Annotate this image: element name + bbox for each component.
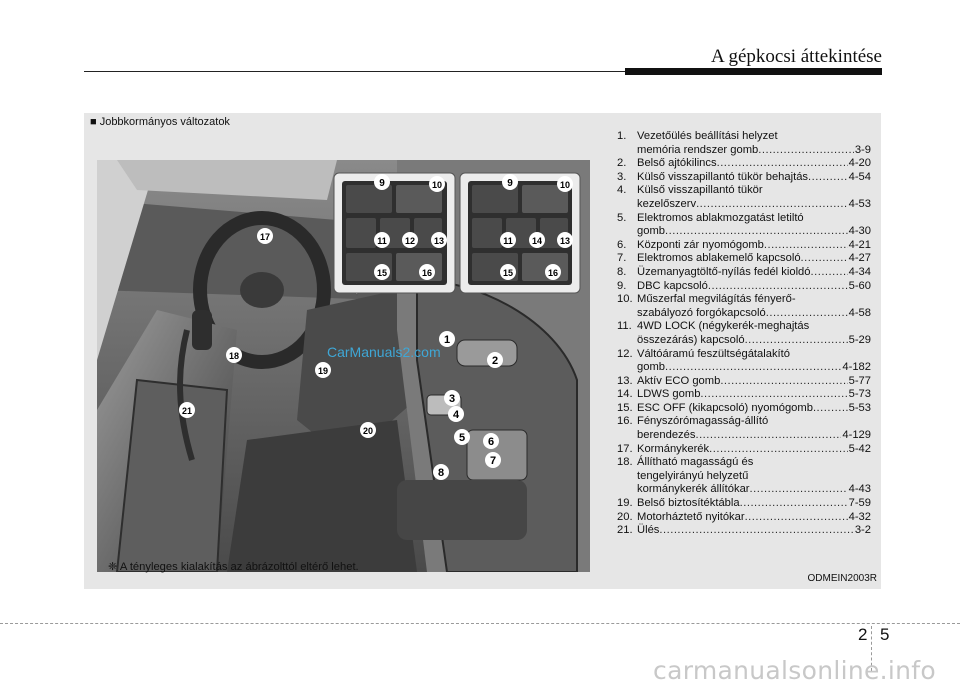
legend-item — [617, 415, 871, 442]
leader-dots — [695, 429, 841, 443]
legend-label: kormánykerék állítókar — [637, 483, 750, 496]
legend-number: 20. — [617, 510, 633, 523]
leader-dots — [665, 361, 841, 375]
legend-page-ref: 5-29 — [848, 333, 871, 346]
legend-page-ref: 4-53 — [848, 197, 871, 210]
leader-dots — [659, 524, 853, 538]
legend-list — [617, 130, 871, 538]
car-interior-illustration — [97, 160, 590, 572]
leader-dots — [720, 375, 847, 389]
legend-text: Vezetőülés beállítási helyzet — [637, 130, 778, 142]
legend-item — [617, 348, 871, 375]
callout-10-right — [557, 176, 573, 192]
legend-number: 4. — [617, 184, 627, 197]
callout-7 — [485, 452, 501, 468]
legend-number: 11. — [617, 320, 632, 333]
legend-number: 3. — [617, 170, 627, 183]
legend-label: összezárás) kapcsoló — [637, 333, 745, 346]
header-title: A gépkocsi áttekintése — [711, 46, 882, 67]
svg-text:9: 9 — [507, 178, 513, 189]
legend-label: Központi zár nyomógomb — [637, 238, 764, 251]
legend-label: Ülés — [637, 524, 660, 537]
callout-5 — [454, 429, 470, 445]
legend-item — [617, 320, 871, 347]
legend-number: 5. — [617, 211, 627, 224]
callout-10-left — [429, 176, 445, 192]
disclaimer-note: ❈ A tényleges kialakítás az ábrázolttól eltérő lehet. — [108, 561, 359, 573]
callout-9-left — [374, 174, 390, 190]
svg-text:9: 9 — [379, 178, 385, 189]
legend-label: Aktív ECO gomb — [637, 374, 721, 387]
callout-15-right — [500, 264, 516, 280]
legend-label: kezelőszerv — [637, 197, 697, 210]
legend-item — [617, 511, 871, 525]
callout-11-right — [500, 232, 516, 248]
svg-text:4: 4 — [452, 409, 460, 421]
legend-text: Váltóáramú feszültségátalakító — [637, 347, 790, 360]
svg-text:8: 8 — [437, 467, 445, 479]
legend-page-ref: 5-53 — [848, 401, 871, 414]
legend-label: memória rendszer gomb — [637, 143, 759, 156]
svg-text:10: 10 — [559, 180, 571, 190]
legend-item — [617, 266, 871, 280]
legend-page-ref: 5-77 — [848, 374, 871, 387]
footer-watermark: carmanualsonline.info — [653, 656, 936, 685]
legend-number: 6. — [617, 238, 627, 251]
legend-text: 4WD LOCK (négykerék-meghajtás — [637, 320, 810, 333]
callout-2 — [487, 352, 503, 368]
legend-page-ref: 4-54 — [848, 170, 871, 183]
legend-text: Külső visszapillantó tükör — [637, 184, 763, 197]
svg-text:17: 17 — [259, 232, 271, 242]
leader-dots — [808, 171, 848, 185]
svg-text:21: 21 — [181, 406, 193, 416]
legend-page-ref: 4-27 — [848, 252, 871, 265]
legend-item — [617, 497, 871, 511]
legend-item — [617, 280, 871, 294]
legend-page-ref: 3-2 — [854, 524, 871, 537]
legend-label: Üzemanyagtöltő-nyílás fedél kioldó — [637, 265, 811, 278]
legend-label: Külső visszapillantó tükör behajtás — [637, 170, 809, 183]
legend-page-ref: 4-32 — [848, 510, 871, 523]
leader-dots — [696, 198, 848, 212]
figure-watermark: CarManuals2.com — [327, 344, 441, 360]
svg-text:15: 15 — [376, 268, 388, 278]
legend-item — [617, 212, 871, 239]
legend-number: 1. — [617, 130, 627, 142]
legend-page-ref: 5-42 — [848, 442, 871, 455]
legend-item — [617, 184, 871, 211]
page-number: 5 — [880, 625, 890, 644]
legend-number: 16. — [617, 415, 633, 428]
legend-item — [617, 239, 871, 253]
svg-text:7: 7 — [489, 455, 497, 467]
legend-number: 21. — [617, 524, 633, 537]
svg-text:1: 1 — [443, 334, 451, 346]
legend-item — [617, 388, 871, 402]
legend-item — [617, 524, 871, 538]
legend-text: Műszerfal megvilágítás fényerő- — [637, 293, 796, 306]
page-chapter: 2 — [858, 625, 868, 644]
legend-number: 9. — [617, 279, 627, 292]
legend-item — [617, 375, 871, 389]
figure-code: ODMEIN2003R — [807, 573, 877, 584]
svg-text:15: 15 — [502, 268, 514, 278]
svg-text:16: 16 — [547, 268, 559, 278]
legend-text: Fényszórómagasság-állító — [637, 415, 769, 428]
svg-text:16: 16 — [421, 268, 433, 278]
legend-page-ref: 4-21 — [848, 238, 871, 251]
leader-dots — [665, 225, 848, 239]
legend-number: 19. — [617, 497, 633, 510]
svg-text:20: 20 — [362, 426, 374, 436]
leader-dots — [750, 483, 848, 497]
legend-page-ref: 4-30 — [848, 225, 871, 238]
legend-item — [617, 402, 871, 416]
legend-label: LDWS gomb — [637, 388, 701, 401]
leader-dots — [700, 388, 847, 402]
callout-13-left — [431, 232, 447, 248]
callout-15-left — [374, 264, 390, 280]
callout-8 — [433, 464, 449, 480]
svg-text:6: 6 — [487, 436, 495, 448]
legend-label: gomb — [637, 225, 665, 238]
svg-text:14: 14 — [531, 236, 543, 246]
legend-page-ref: 5-73 — [848, 388, 871, 401]
legend-page-ref: 7-59 — [848, 497, 871, 510]
car-interior-figure — [97, 160, 590, 572]
legend-label: berendezés — [637, 429, 696, 442]
legend-item — [617, 443, 871, 457]
legend-page-ref: 4-129 — [842, 429, 871, 442]
legend-page-ref: 4-182 — [842, 361, 871, 374]
legend-number: 7. — [617, 252, 627, 265]
svg-text:11: 11 — [503, 236, 513, 246]
leader-dots — [708, 280, 848, 294]
legend-page-ref: 4-20 — [848, 157, 871, 170]
leader-dots — [764, 239, 848, 253]
legend-number: 2. — [617, 157, 627, 170]
legend-text: Elektromos ablakmozgatást letiltó — [637, 211, 804, 224]
leader-dots — [709, 443, 847, 457]
callout-12-left — [402, 232, 418, 248]
legend-number: 15. — [617, 401, 633, 414]
callout-1 — [439, 331, 455, 347]
callout-14-right — [529, 232, 545, 248]
callout-17 — [257, 228, 273, 244]
callout-19 — [315, 362, 331, 378]
callout-20 — [360, 422, 376, 438]
callout-6 — [483, 433, 499, 449]
header-rule-accent — [625, 68, 882, 75]
leader-dots — [813, 402, 848, 416]
callout-13-right — [557, 232, 573, 248]
legend-number: 14. — [617, 388, 633, 401]
legend-item — [617, 171, 871, 185]
legend-text: Állítható magasságú és — [637, 456, 754, 469]
legend-label: ESC OFF (kikapcsoló) nyomógomb — [637, 401, 813, 414]
legend-label: Motorháztető nyitókar — [637, 510, 745, 523]
callout-3 — [444, 390, 460, 406]
svg-text:11: 11 — [377, 236, 387, 246]
svg-text:5: 5 — [458, 432, 466, 444]
callout-21 — [179, 402, 195, 418]
legend-page-ref: 4-43 — [848, 483, 871, 496]
leader-dots — [717, 157, 848, 171]
leader-dots — [758, 144, 854, 158]
legend-number: 13. — [617, 374, 633, 387]
legend-label: Belső ajtókilincs — [637, 157, 717, 170]
leader-dots — [740, 497, 848, 511]
callout-16-right — [545, 264, 561, 280]
legend-label: szabályozó forgókapcsoló — [637, 306, 766, 319]
legend-label: Belső biztosítéktábla — [637, 497, 740, 510]
legend-page-ref: 4-58 — [848, 306, 871, 319]
svg-text:19: 19 — [317, 366, 329, 376]
svg-text:12: 12 — [404, 236, 416, 246]
leader-dots — [811, 266, 848, 280]
legend-item — [617, 456, 871, 497]
legend-item — [617, 252, 871, 266]
leader-dots — [766, 307, 848, 321]
callout-11-left — [374, 232, 390, 248]
svg-text:3: 3 — [448, 393, 456, 405]
svg-text:13: 13 — [559, 236, 571, 246]
leader-dots — [801, 252, 848, 266]
legend-item — [617, 157, 871, 171]
legend-text: tengelyirányú helyzetű — [637, 469, 749, 482]
legend-label: Kormánykerék — [637, 442, 710, 455]
callout-9-right — [502, 174, 518, 190]
legend-number: 8. — [617, 265, 627, 278]
callout-4 — [448, 406, 464, 422]
legend-page-ref: 4-34 — [848, 265, 871, 278]
svg-text:2: 2 — [491, 355, 499, 367]
legend-number: 12. — [617, 347, 633, 360]
legend-number: 18. — [617, 456, 633, 469]
legend-label: Elektromos ablakemelő kapcsoló — [637, 252, 801, 265]
leader-dots — [745, 511, 848, 525]
variant-label: ■ Jobbkormányos változatok — [90, 116, 230, 128]
legend-page-ref: 3-9 — [854, 143, 871, 156]
callout-18 — [226, 347, 242, 363]
legend-label: gomb — [637, 361, 665, 374]
svg-text:13: 13 — [433, 236, 445, 246]
svg-text:10: 10 — [431, 180, 443, 190]
footer-rule — [0, 623, 960, 624]
legend-page-ref: 5-60 — [848, 279, 871, 292]
legend-item — [617, 293, 871, 320]
legend-label: DBC kapcsoló — [637, 279, 708, 292]
legend-number: 17. — [617, 442, 633, 455]
legend-item — [617, 130, 871, 157]
svg-text:18: 18 — [228, 351, 240, 361]
leader-dots — [745, 334, 848, 348]
callout-16-left — [419, 264, 435, 280]
legend-number: 10. — [617, 293, 633, 306]
